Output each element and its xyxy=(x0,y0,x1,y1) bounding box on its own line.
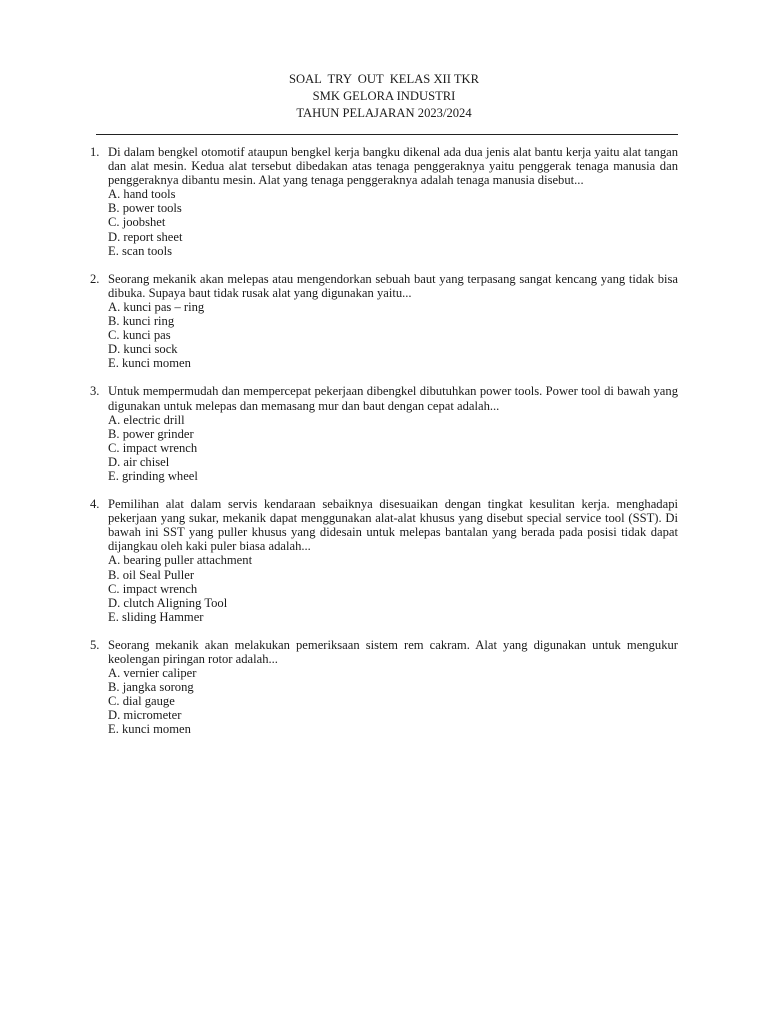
option-b: B. oil Seal Puller xyxy=(108,567,195,582)
option-d: D. micrometer xyxy=(108,708,182,723)
option-d: D. report sheet xyxy=(108,229,183,244)
question-number: 1. xyxy=(90,145,100,159)
question-text: Pemilihan alat dalam servis kendaraan sebaiknya disesuaikan dengan tingkat kesulitan kerja. menghadapi pekerjaan yang sukar, mekanik dapat menggunakan alat-alat khusus yang disebut special service tool (SST). Di bawah ini SST yang puller khusus yang didesain untuk melepas bantalan yang berada pada posisi tidak dapat dijangkau oleh kaki puler biasa adalah... xyxy=(108,497,678,554)
question-text: Untuk mempermudah dan mempercepat pekerjaan dibengkel dibutuhkan power tools. Power tool di bawah yang digunakan untuk melepas dan memasang mur dan baut dengan cepat adalah... xyxy=(108,384,678,413)
question-text: Seorang mekanik akan melakukan pemeriksaan sistem rem cakram. Alat yang digunakan untuk mengukur keolengan piringan rotor adalah... xyxy=(108,637,678,666)
header-title: SOAL TRY OUT KELAS XII TKR xyxy=(288,72,480,86)
answer-options xyxy=(108,300,678,370)
option-c: C. impact wrench xyxy=(108,581,198,596)
header-school: SMK GELORA INDUSTRI xyxy=(312,89,456,103)
header-year: TAHUN PELAJARAN 2023/2024 xyxy=(296,106,472,120)
question-number: 5. xyxy=(90,637,100,652)
question-body xyxy=(108,145,678,258)
option-b: B. jangka sorong xyxy=(108,680,194,695)
option-c: C. joobshet xyxy=(108,215,166,230)
option-e: E. grinding wheel xyxy=(108,468,198,483)
question-5 xyxy=(90,638,678,737)
question-1 xyxy=(90,145,678,258)
question-text: Seorang mekanik akan melepas atau mengendorkan sebuah baut yang terpasang sangat kencang yang tidak bisa dibuka. Supaya baut tidak rusak alat yang digunakan yaitu... xyxy=(108,271,678,300)
answer-options xyxy=(108,413,678,483)
question-text: Di dalam bengkel otomotif ataupun bengkel kerja bangku dikenal ada dua jenis alat bantu kerja yaitu alat tangan dan alat mesin. Kedua alat tersebut dibedakan atas tenaga penggeraknya yaitu penggerak tenaga manusia dan penggeraknya dibantu mesin. Alat yang tenaga penggeraknya adalah tenaga manusia disebut... xyxy=(108,145,678,188)
question-4 xyxy=(90,497,678,624)
option-d: D. kunci sock xyxy=(108,342,178,357)
option-e: E. kunci momen xyxy=(108,722,191,737)
answer-options xyxy=(108,553,678,623)
option-b: B. power tools xyxy=(108,201,182,216)
question-number: 3. xyxy=(90,384,100,399)
option-a: A. electric drill xyxy=(108,412,185,427)
option-e: E. scan tools xyxy=(108,243,173,258)
answer-options xyxy=(108,187,678,257)
option-b: B. kunci ring xyxy=(108,314,175,329)
option-e: E. sliding Hammer xyxy=(108,609,204,624)
option-c: C. impact wrench xyxy=(108,440,198,455)
option-c: C. dial gauge xyxy=(108,694,175,709)
answer-options xyxy=(108,666,678,736)
option-a: A. vernier caliper xyxy=(108,666,197,681)
question-body xyxy=(108,497,678,624)
option-a: A. hand tools xyxy=(108,187,176,202)
question-2 xyxy=(90,272,678,371)
question-body xyxy=(108,638,678,737)
question-body xyxy=(108,384,678,483)
question-body xyxy=(108,272,678,371)
question-number: 4. xyxy=(90,497,100,512)
question-list xyxy=(90,145,678,751)
option-d: D. air chisel xyxy=(108,454,170,469)
option-b: B. power grinder xyxy=(108,426,194,441)
document-header xyxy=(0,71,768,122)
option-a: A. bearing puller attachment xyxy=(108,553,253,568)
option-d: D. clutch Aligning Tool xyxy=(108,595,228,610)
option-c: C. kunci pas xyxy=(108,328,171,343)
option-e: E. kunci momen xyxy=(108,356,191,371)
question-number: 2. xyxy=(90,271,100,286)
option-a: A. kunci pas – ring xyxy=(108,299,205,314)
question-3 xyxy=(90,384,678,483)
header-divider xyxy=(96,134,678,135)
